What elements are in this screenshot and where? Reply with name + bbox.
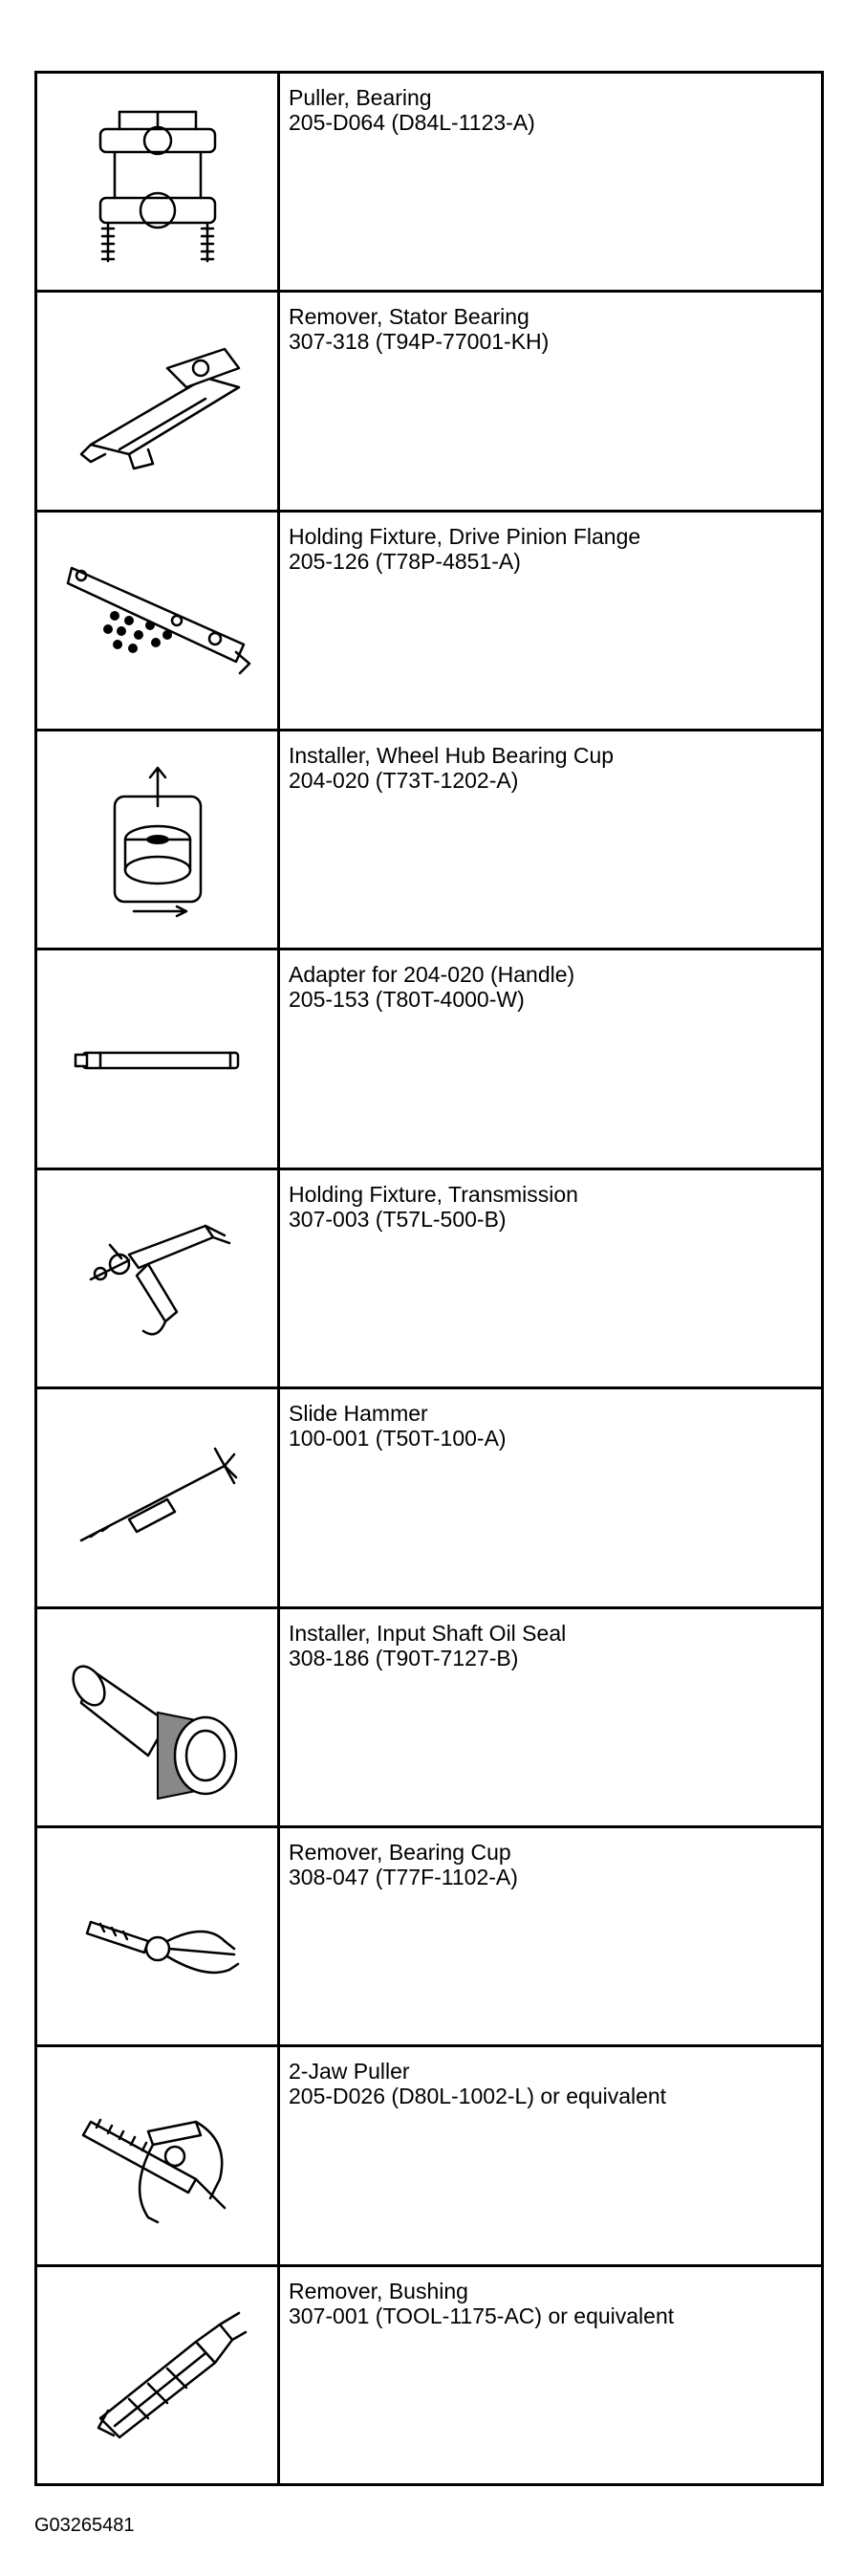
slide-hammer-icon	[62, 1407, 253, 1588]
tool-number: 204-020 (T73T-1202-A)	[289, 768, 519, 794]
table-row	[37, 74, 821, 293]
transmission-fixture-icon	[62, 1188, 253, 1369]
table-row	[37, 1170, 821, 1389]
tool-number: 307-318 (T94P-77001-KH)	[289, 329, 550, 355]
special-tools-table	[34, 71, 824, 2486]
holding-fixture-flange-icon	[62, 530, 253, 711]
tool-number: 205-D026 (D80L-1002-L) or equivalent	[289, 2084, 667, 2109]
table-row	[37, 293, 821, 512]
table-row	[37, 2047, 821, 2266]
tool-number: 308-047 (T77F-1102-A)	[289, 1864, 518, 1889]
tool-name: Installer, Wheel Hub Bearing Cup	[289, 743, 615, 769]
tool-name: Holding Fixture, Drive Pinion Flange	[289, 523, 641, 549]
tool-number: 205-D064 (D84L-1123-A)	[289, 110, 535, 135]
tool-name: Remover, Bearing Cup	[289, 1839, 511, 1865]
tool-name: 2-Jaw Puller	[289, 2059, 410, 2085]
table-row	[37, 513, 821, 731]
table-row	[37, 1389, 821, 1608]
tool-name: Slide Hammer	[289, 1401, 428, 1427]
oil-seal-installer-icon	[62, 1626, 253, 1808]
tool-number: 205-153 (T80T-4000-W)	[289, 987, 525, 1013]
table-row	[37, 950, 821, 1169]
tool-number: 205-126 (T78P-4851-A)	[289, 548, 521, 574]
table-row	[37, 2267, 821, 2483]
tool-number: 307-001 (TOOL-1175-AC) or equivalent	[289, 2303, 675, 2328]
stator-bearing-remover-icon	[62, 311, 253, 492]
tool-number: 307-003 (T57L-500-B)	[289, 1206, 507, 1232]
tool-name: Puller, Bearing	[289, 85, 432, 110]
bearing-cup-installer-icon	[62, 749, 253, 930]
tool-number: 100-001 (T50T-100-A)	[289, 1426, 507, 1452]
bearing-cup-remover-icon	[62, 1845, 253, 2027]
tool-name: Adapter for 204-020 (Handle)	[289, 962, 575, 988]
figure-id: G03265481	[34, 2515, 135, 2536]
handle-adapter-icon	[62, 969, 253, 1150]
table-row	[37, 731, 821, 950]
two-jaw-puller-icon	[62, 2064, 253, 2246]
tool-name: Holding Fixture, Transmission	[289, 1181, 578, 1207]
bearing-puller-icon	[62, 91, 253, 273]
table-row	[37, 1609, 821, 1828]
table-row	[37, 1828, 821, 2047]
tool-number: 308-186 (T90T-7127-B)	[289, 1645, 519, 1670]
tool-name: Installer, Input Shaft Oil Seal	[289, 1620, 567, 1646]
tool-name: Remover, Stator Bearing	[289, 304, 529, 330]
tool-name: Remover, Bushing	[289, 2278, 468, 2303]
bushing-remover-icon	[62, 2284, 253, 2466]
